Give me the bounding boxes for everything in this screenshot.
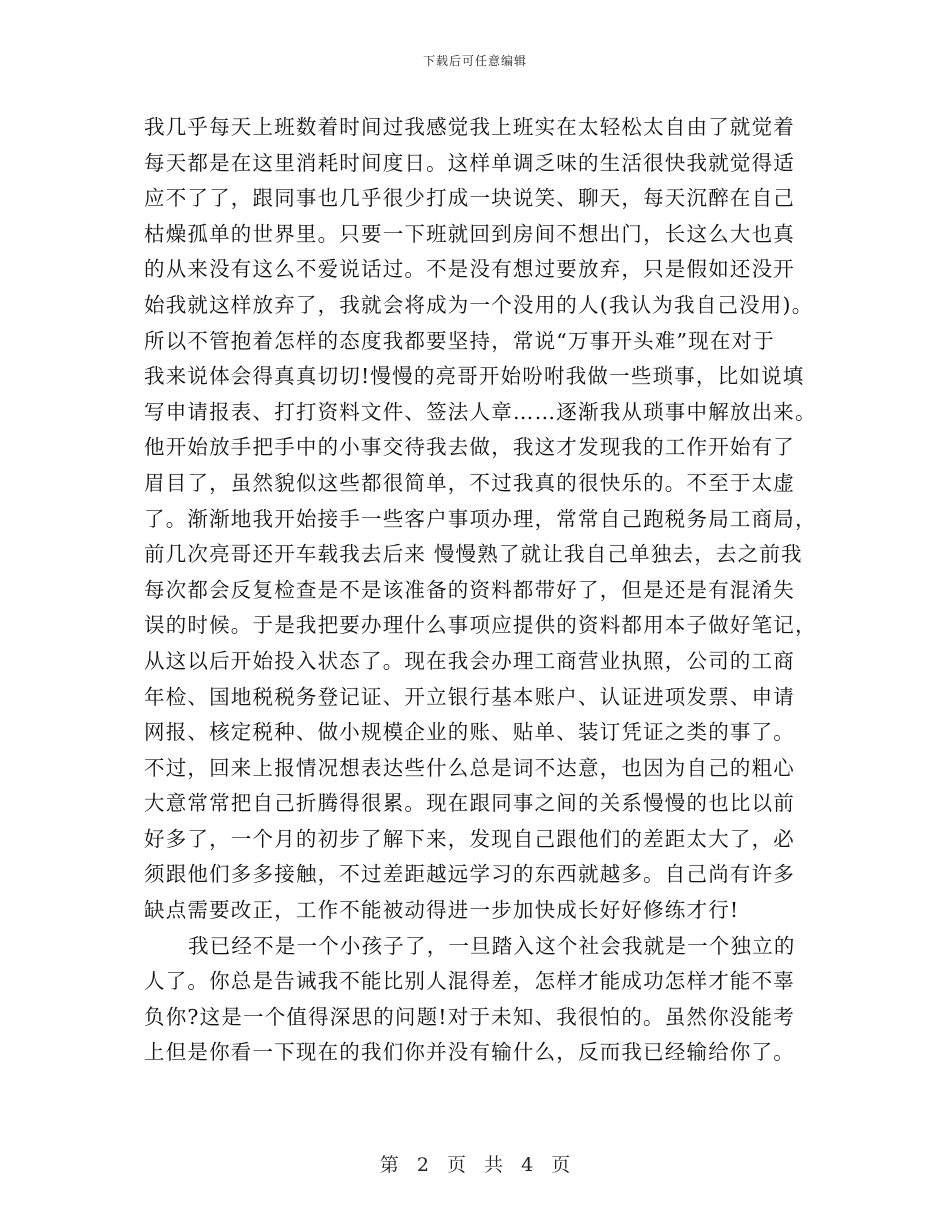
text-line: 前几次亮哥还开车载我去后来 慢慢熟了就让我自己单独去，去之前我 <box>144 542 803 567</box>
text-line: 每次都会反复检查是不是该准备的资料都带好了，但是还是有混淆失 <box>144 577 795 602</box>
text-line: 应不了了，跟同事也几乎很少打成一块说笑、聊天，每天沉醉在自己 <box>144 186 795 211</box>
text-line: 不过，回来上报情况想表达些什么总是词不达意，也因为自己的粗心 <box>144 755 795 780</box>
current-page-number: 2 <box>416 1154 429 1176</box>
text-line: 误的时候。于是我把要办理什么事项应提供的资料都用本子做好笔记， <box>144 613 817 638</box>
text-line: 枯燥孤单的世界里。只要一下班就回到房间不想出门，长这么大也真 <box>144 221 795 246</box>
footer-page-word: 页 <box>446 1154 466 1176</box>
footer-prefix: 第 <box>379 1154 399 1176</box>
text-line: 所以不管抱着怎样的态度我都要坚持，常说“万事开头难”现在对于 <box>144 328 775 353</box>
total-page-number: 4 <box>521 1154 534 1176</box>
text-line: 负你?这是一个值得深思的问题!对于未知、我很怕的。虽然你没能考 <box>144 1004 795 1029</box>
text-line: 他开始放手把手中的小事交待我去做，我这才发现我的工作开始有了 <box>144 435 795 460</box>
text-line: 须跟他们多多接触，不过差距越远学习的东西就越多。自己尚有许多 <box>144 862 795 887</box>
text-line: 缺点需要改正，工作不能被动得进一步加快成长好好修练才行! <box>144 898 740 923</box>
footer-suffix: 页 <box>551 1154 571 1176</box>
text-line: 从这以后开始投入状态了。现在我会办理工商营业执照，公司的工商 <box>144 648 795 673</box>
text-line: 网报、核定税种、做小规模企业的账、贴单、装订凭证之类的事了。 <box>144 720 795 745</box>
text-line: 人了。你总是告诫我不能比别人混得差，怎样才能成功怎样才能不辜 <box>144 969 795 994</box>
text-line: 我几乎每天上班数着时间过我感觉我上班实在太轻松太自由了就觉着 <box>144 115 795 139</box>
text-line: 写申请报表、打打资料文件、签法人章……逐渐我从琐事中解放出来。 <box>144 399 817 424</box>
text-line: 年检、国地税税务登记证、开立银行基本账户、认证进项发票、申请 <box>144 684 795 709</box>
text-line: 上但是你看一下现在的我们你并没有输什么，反而我已经输给你了。 <box>144 1040 795 1065</box>
text-line: 好多了，一个月的初步了解下来，发现自己跟他们的差距太大了，必 <box>144 826 795 851</box>
page-number-footer <box>0 1150 950 1177</box>
text-line: 大意常常把自己折腾得很累。现在跟同事之间的关系慢慢的也比以前 <box>144 791 795 816</box>
text-line: 眉目了，虽然貌似这些都很简单，不过我真的很快乐的。不至于太虚 <box>144 470 795 495</box>
text-line: 始我就这样放弃了，我就会将成为一个没用的人(我认为我自己没用)。 <box>144 292 814 317</box>
text-line: 了。渐渐地我开始接手一些客户事项办理，常常自己跑税务局工商局， <box>144 506 817 531</box>
text-line: 的从来没有这么不爱说话过。不是没有想过要放弃，只是假如还没开 <box>144 257 795 282</box>
document-body <box>144 110 817 1071</box>
text-line: 我来说体会得真真切切!慢慢的亮哥开始吩咐我做一些琐事，比如说填 <box>144 364 805 389</box>
footer-total-word: 共 <box>484 1154 504 1176</box>
page-header: 下载后可任意编辑 <box>422 54 527 68</box>
paragraph-start-line: 我已经不是一个小孩子了，一旦踏入这个社会我就是一个独立的 <box>188 933 796 958</box>
text-line: 每天都是在这里消耗时间度日。这样单调乏味的生活很快我就觉得适 <box>144 150 795 175</box>
